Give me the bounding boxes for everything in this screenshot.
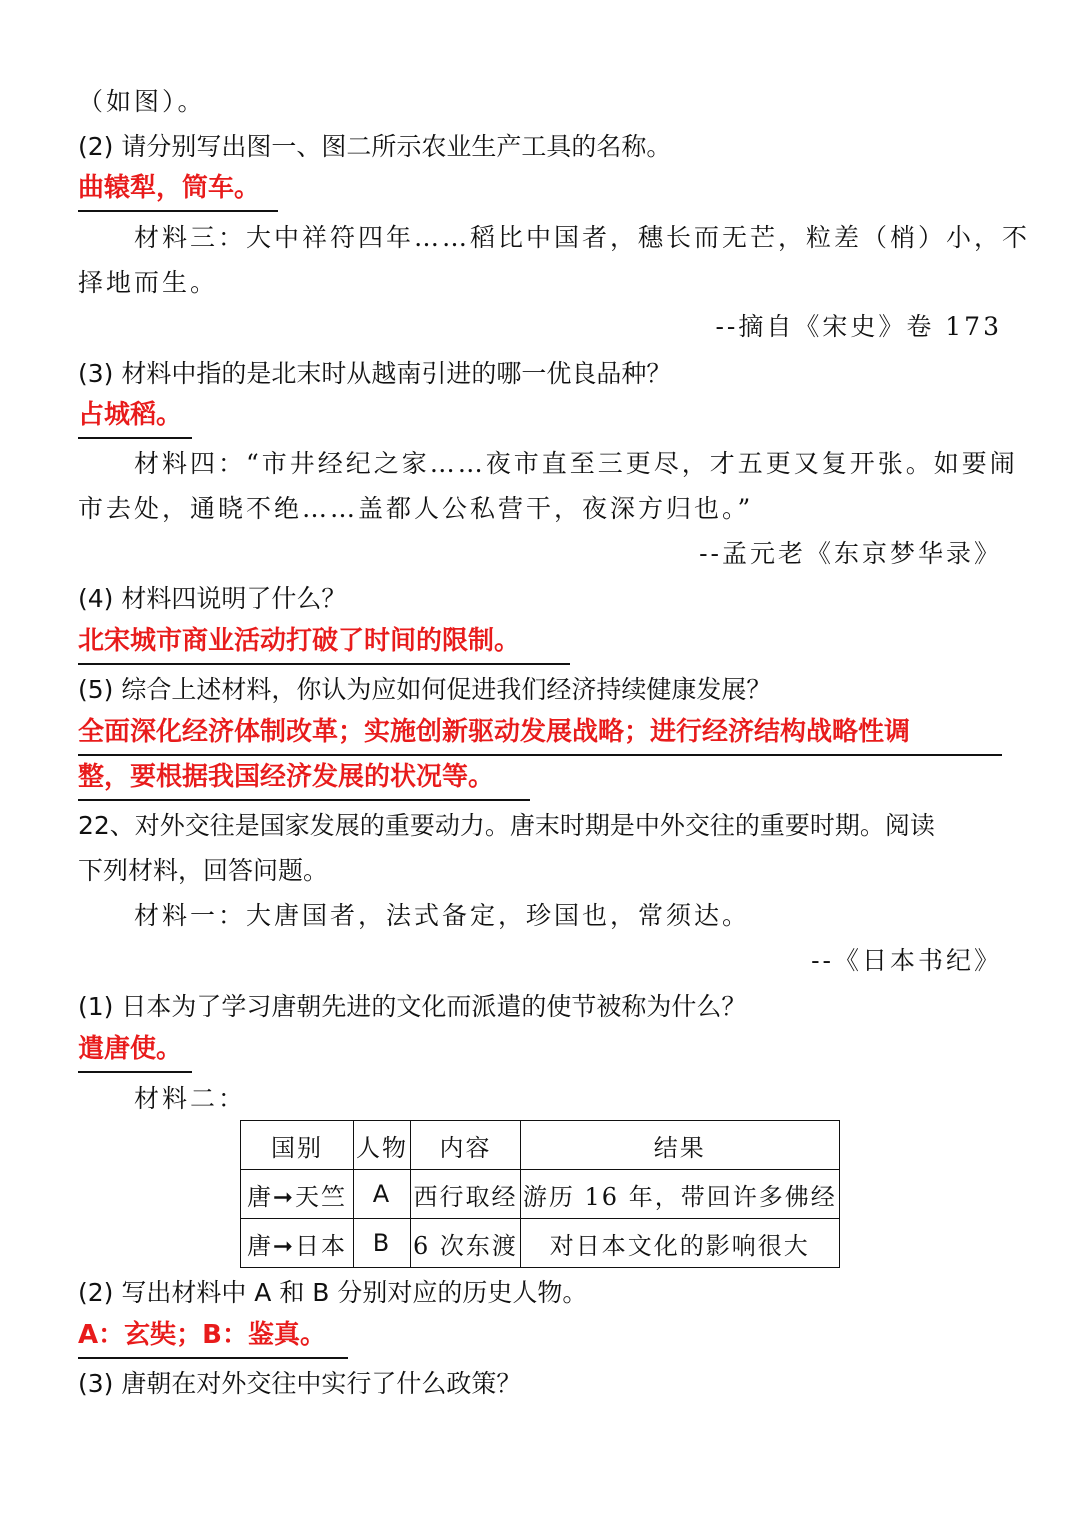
continuation-text: （如图）。 — [78, 87, 206, 116]
material-3-source: --摘自《宋史》卷 173 — [715, 312, 1002, 341]
answer-3: 占城稻。 — [78, 395, 192, 439]
question-4: (4) 材料四说明了什么？ — [78, 584, 347, 613]
material-1-source: --《日本书纪》 — [811, 946, 1002, 975]
question-1: (1) 日本为了学习唐朝先进的文化而派遣的使节被称为什么？ — [78, 992, 747, 1021]
table-header-row — [241, 1121, 840, 1170]
answer-1: 遣唐使。 — [78, 1029, 192, 1073]
table-cell: 唐➞天竺 — [241, 1170, 354, 1219]
material-2-table — [240, 1120, 840, 1268]
question-22-line-2: 下列材料，回答问题。 — [78, 856, 329, 885]
table-cell: B — [354, 1219, 411, 1268]
table-header-cell: 结果 — [520, 1121, 839, 1170]
material-4-source: --孟元老《东京梦华录》 — [699, 539, 1002, 568]
answer-2: 曲辕犁，筒车。 — [78, 168, 278, 212]
material-3-line-1: 材料三：大中祥符四年……稻比中国者，穗长而无芒，粒差（梢）小，不 — [134, 223, 1031, 252]
table-cell: 西行取经 — [411, 1170, 521, 1219]
question-3: (3) 材料中指的是北末时从越南引进的哪一优良品种？ — [78, 359, 672, 388]
material-3-line-2: 择地而生。 — [78, 268, 219, 297]
table-header-cell: 国别 — [241, 1121, 354, 1170]
question-3b: (3) 唐朝在对外交往中实行了什么政策？ — [78, 1369, 522, 1398]
table-cell: A — [354, 1170, 411, 1219]
material-1: 材料一：大唐国者，法式备定，珍国也，常须达。 — [134, 901, 751, 930]
material-4-line-2: 市去处，通晓不绝……盖都人公私营干，夜深方归也。” — [78, 494, 754, 523]
answer-5-line-1: 全面深化经济体制改革；实施创新驱动发展战略；进行经济结构战略性调 — [78, 712, 1002, 756]
table-cell: 唐➞日本 — [241, 1219, 354, 1268]
table-cell: 6 次东渡 — [411, 1219, 521, 1268]
material-4-line-1: 材料四：“市井经纪之家……夜市直至三更尽，才五更又复开张。如要闹 — [134, 449, 1018, 478]
table-header-cell: 内容 — [411, 1121, 521, 1170]
material-2-label: 材料二： — [134, 1084, 247, 1113]
answer-5-line-2: 整，要根据我国经济发展的状况等。 — [78, 757, 530, 801]
table-header-cell: 人物 — [354, 1121, 411, 1170]
table-row — [241, 1219, 840, 1268]
answer-2b: A：玄奘；B：鉴真。 — [78, 1315, 348, 1359]
table-row — [241, 1170, 840, 1219]
answer-4: 北宋城市商业活动打破了时间的限制。 — [78, 621, 570, 665]
question-22-line-1: 22、对外交往是国家发展的重要动力。唐末时期是中外交往的重要时期。阅读 — [78, 811, 935, 840]
question-2b: (2) 写出材料中 A 和 B 分别对应的历史人物。 — [78, 1278, 588, 1307]
table-cell: 对日本文化的影响很大 — [520, 1219, 839, 1268]
question-5: (5) 综合上述材料，你认为应如何促进我们经济持续健康发展？ — [78, 675, 772, 704]
table-cell: 游历 16 年，带回许多佛经 — [520, 1170, 839, 1219]
question-2: (2) 请分别写出图一、图二所示农业生产工具的名称。 — [78, 132, 672, 161]
